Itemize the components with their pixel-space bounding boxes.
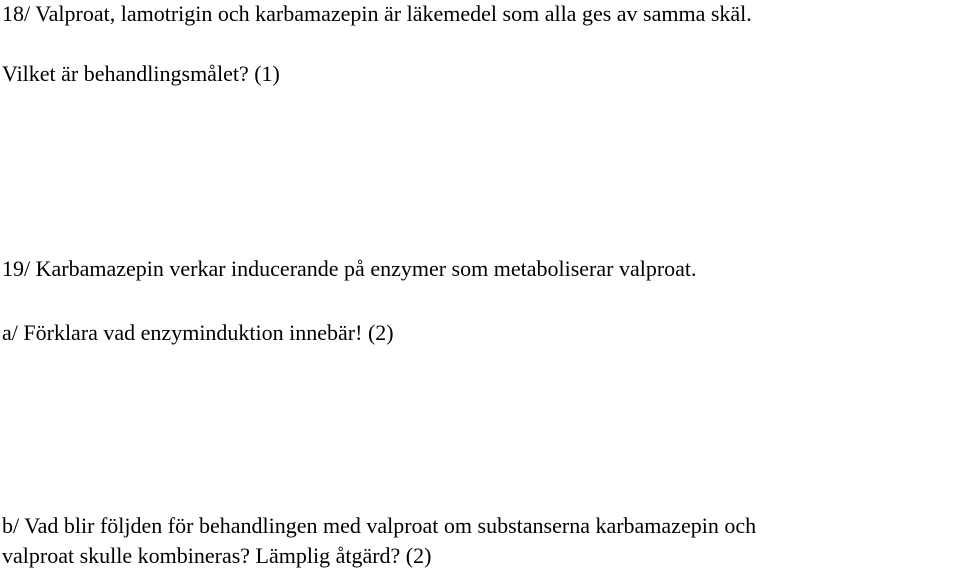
question-18-text: 18/ Valproat, lamotrigin och karbamazepin är läkemedel som alla ges av samma skäl.: [2, 1, 752, 26]
question-18-prompt: Vilket är behandlingsmålet? (1): [2, 61, 280, 86]
question-19a-text: a/ Förklara vad enzyminduktion innebär! (2): [2, 320, 394, 345]
question-19b-text: b/ Vad blir följden för behandlingen med valproat om substanserna karbamazepin och: [2, 513, 757, 538]
question-19b-text-continued: valproat skulle kombineras? Lämplig åtgärd? (2): [2, 543, 432, 568]
question-19-intro: 19/ Karbamazepin verkar inducerande på enzymer som metaboliserar valproat.: [2, 256, 697, 281]
